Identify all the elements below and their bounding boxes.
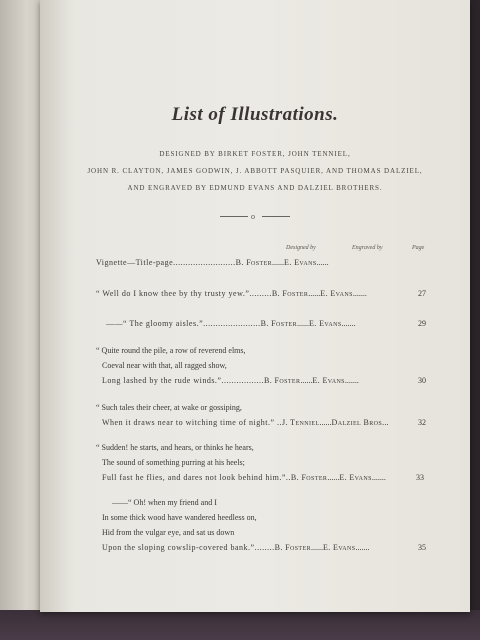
credit-line-1: DESIGNED BY BIRKET FOSTER, JOHN TENNIEL, bbox=[159, 150, 351, 158]
page-number: 32 bbox=[418, 418, 426, 427]
entry-line: “ Such tales their cheer, at wake or gossiping, bbox=[96, 403, 242, 412]
ornament-mark: o bbox=[251, 212, 255, 221]
entry-line: ——“ The gloomy aisles.”.......................B. Foster......E. Evans....... bbox=[106, 319, 356, 328]
entry-line: “ Sudden! he starts, and hears, or thinks he hears, bbox=[96, 443, 254, 452]
entry-line: Long lashed by the rude winds.”.................B. Foster......E. Evans....... bbox=[102, 376, 359, 385]
page-number: 30 bbox=[418, 376, 426, 385]
page-number: 27 bbox=[418, 289, 426, 298]
entry-line: Full fast he flies, and dares not look behind him.”..B. Foster......E. Evans....... bbox=[102, 473, 386, 482]
column-header-engraved: Engraved by bbox=[352, 245, 383, 251]
column-header-designed: Designed by bbox=[286, 245, 316, 251]
previous-page-edge bbox=[0, 0, 44, 640]
entry-line: In some thick wood have wandered heedless on, bbox=[102, 513, 257, 522]
entry-line: When it draws near to witching time of night.” ..J. Tenniel......Dalziel Bros... bbox=[102, 418, 389, 427]
entry-line: Vignette—Title-page.........................B. Foster......E. Evans...... bbox=[96, 258, 329, 267]
table-surface bbox=[0, 610, 480, 640]
entry-line: “ Well do I know thee by thy trusty yew.”.........B. Foster......E. Evans....... bbox=[96, 289, 367, 298]
entry-line: “ Quite round the pile, a row of reverend elms, bbox=[96, 346, 246, 355]
entry-line: Hid from the vulgar eye, and sat us down bbox=[102, 528, 235, 537]
page-number: 33 bbox=[416, 473, 424, 482]
credit-line-2: JOHN R. CLAYTON, JAMES GODWIN, J. ABBOTT PASQUIER, AND THOMAS DALZIEL, bbox=[87, 167, 423, 175]
page-title: List of Illustrations. bbox=[171, 104, 339, 125]
page-number: 29 bbox=[418, 319, 426, 328]
page-number: 35 bbox=[418, 543, 426, 552]
entry-line: ——“ Oh! when my friend and I bbox=[112, 498, 217, 507]
entry-line: The sound of something purring at his heels; bbox=[102, 458, 245, 467]
ornament-divider bbox=[220, 212, 290, 222]
entry-line: Coeval near with that, all ragged show, bbox=[102, 361, 227, 370]
book-page bbox=[40, 0, 470, 612]
column-header-page: Page bbox=[412, 245, 425, 251]
credit-line-3: AND ENGRAVED BY EDMUND EVANS AND DALZIEL BROTHERS. bbox=[127, 184, 383, 192]
entry-line: Upon the sloping cowslip-covered bank.”........B. Foster......E. Evans....... bbox=[102, 543, 370, 552]
